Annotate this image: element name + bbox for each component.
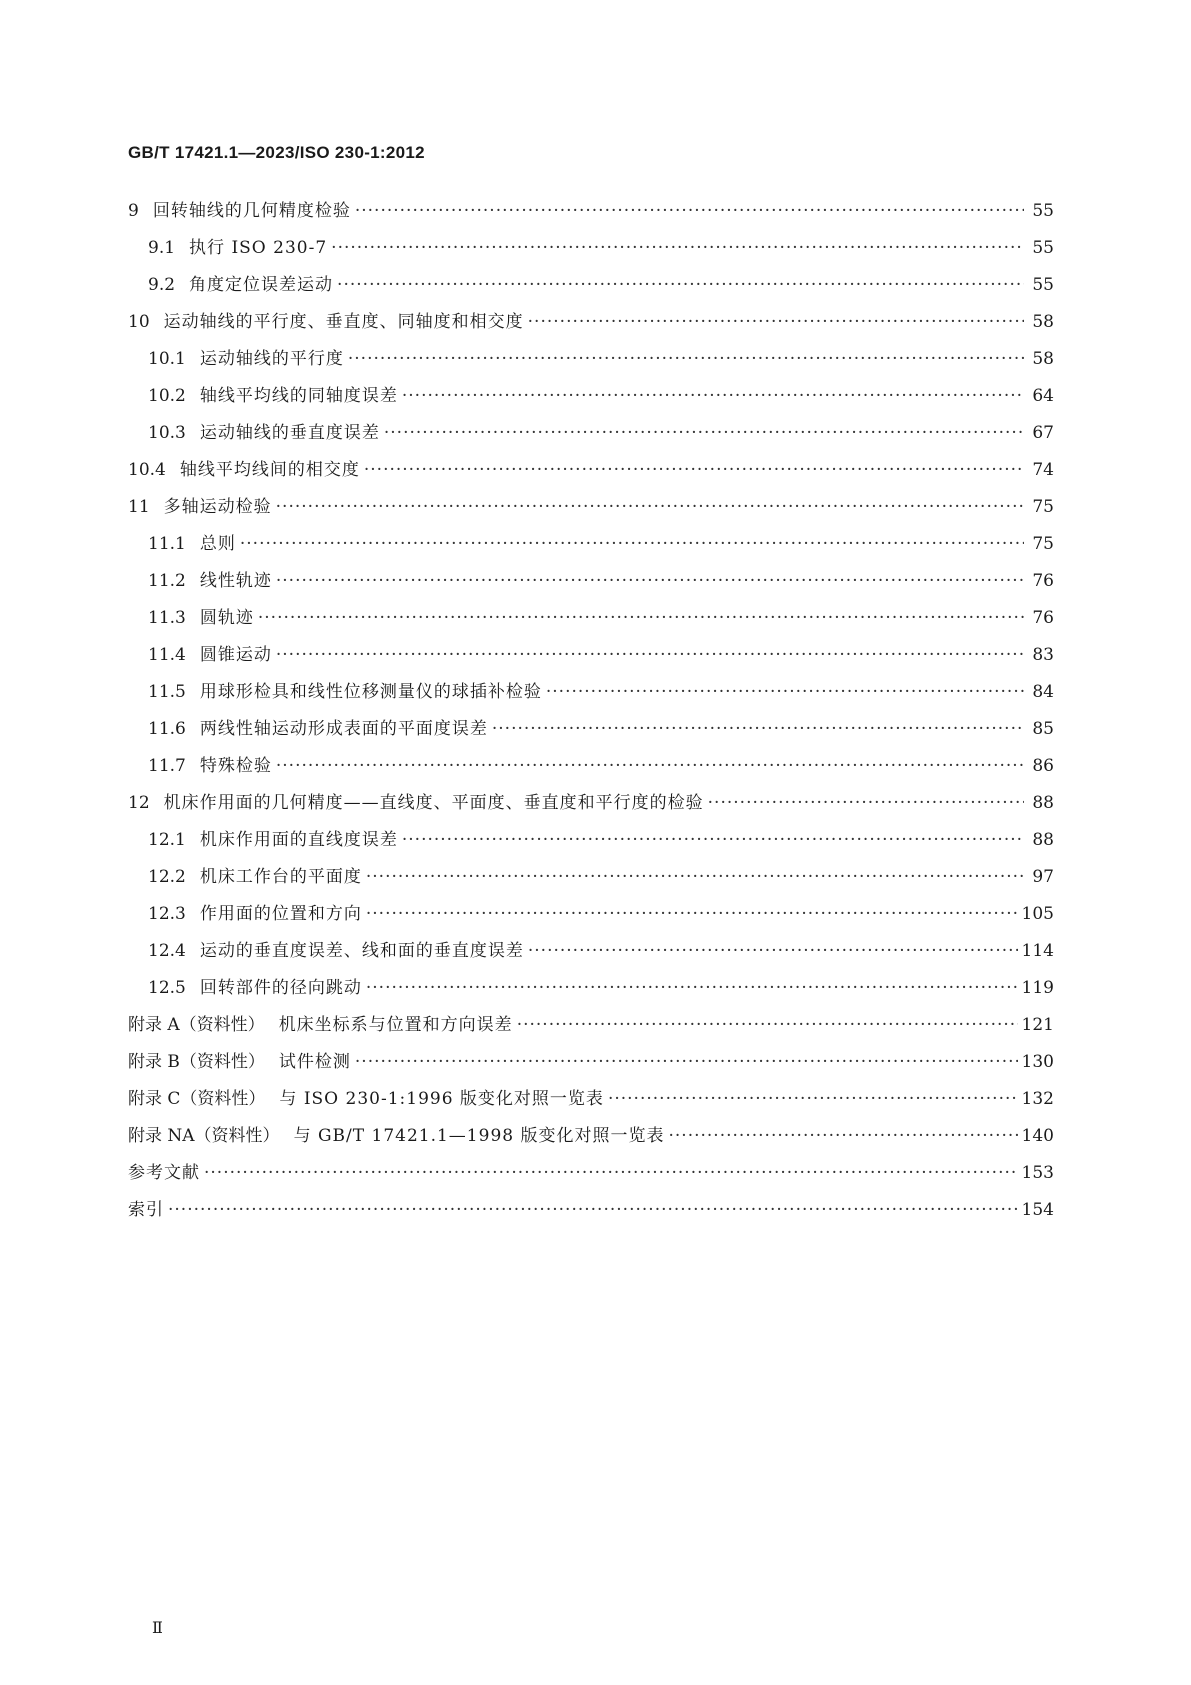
toc-entry-title: 运动轴线的平行度 bbox=[199, 349, 344, 369]
toc-entry-number: 附录 C（资料性） bbox=[128, 1089, 266, 1109]
toc-entry[interactable] bbox=[128, 1047, 1054, 1084]
toc-leader-dots bbox=[364, 460, 1024, 480]
toc-entry-title: 两线性轴运动形成表面的平面度误差 bbox=[199, 719, 488, 739]
toc-entry-page: 97 bbox=[1032, 867, 1054, 887]
toc-leader-dots bbox=[355, 201, 1024, 221]
toc-entry-title: 总则 bbox=[199, 534, 236, 554]
toc-entry-number: 11.5 bbox=[148, 682, 186, 702]
toc-entry-page: 119 bbox=[1021, 978, 1054, 998]
toc-entry-number: 9.2 bbox=[148, 275, 176, 295]
toc-entry[interactable] bbox=[128, 825, 1054, 862]
toc-leader-dots bbox=[528, 312, 1024, 332]
toc-leader-dots bbox=[276, 645, 1024, 665]
toc-leader-dots bbox=[668, 1126, 1017, 1146]
toc-entry-page: 154 bbox=[1021, 1200, 1054, 1220]
toc-entry-title: 圆锥运动 bbox=[199, 645, 272, 665]
toc-entry[interactable] bbox=[128, 492, 1054, 529]
toc-entry-number: 12.5 bbox=[148, 978, 186, 998]
toc-entry[interactable] bbox=[128, 862, 1054, 899]
toc-entry-page: 105 bbox=[1021, 904, 1054, 924]
toc-entry-title: 与 ISO 230-1:1996 版变化对照一览表 bbox=[279, 1089, 604, 1109]
toc-entry[interactable] bbox=[128, 381, 1054, 418]
toc-leader-dots bbox=[337, 275, 1024, 295]
toc-entry-number: 12.4 bbox=[148, 941, 186, 961]
toc-entry-number: 附录 B（资料性） bbox=[128, 1052, 265, 1072]
toc-entry-number: 12 bbox=[128, 793, 150, 813]
toc-entry[interactable] bbox=[128, 418, 1054, 455]
toc-leader-dots bbox=[240, 534, 1024, 554]
toc-entry-title: 回转轴线的几何精度检验 bbox=[152, 201, 351, 221]
toc-leader-dots bbox=[366, 867, 1024, 887]
toc-entry-title: 角度定位误差运动 bbox=[189, 275, 334, 295]
toc-leader-dots bbox=[168, 1200, 1018, 1220]
toc-entry-number: 10.3 bbox=[148, 423, 186, 443]
toc-entry-number: 11.2 bbox=[148, 571, 186, 591]
toc-entry-number: 附录 A（资料性） bbox=[128, 1015, 265, 1035]
toc-entry-page: 85 bbox=[1032, 719, 1054, 739]
toc-entry-title: 机床坐标系与位置和方向误差 bbox=[278, 1015, 513, 1035]
toc-entry[interactable] bbox=[128, 603, 1054, 640]
toc-leader-dots bbox=[546, 682, 1024, 702]
toc-entry-number: 9.1 bbox=[148, 238, 176, 258]
toc-entry[interactable] bbox=[128, 1084, 1054, 1121]
toc-entry[interactable] bbox=[128, 307, 1054, 344]
toc-entry-page: 84 bbox=[1032, 682, 1054, 702]
toc-leader-dots bbox=[276, 571, 1024, 591]
toc-entry-number: 11 bbox=[128, 497, 150, 517]
toc-entry-page: 64 bbox=[1032, 386, 1054, 406]
toc-entry-page: 74 bbox=[1032, 460, 1054, 480]
toc-entry-title: 执行 ISO 230-7 bbox=[189, 238, 328, 258]
toc-leader-dots bbox=[331, 238, 1024, 258]
toc-leader-dots bbox=[366, 904, 1018, 924]
toc-leader-dots bbox=[528, 941, 1018, 961]
toc-entry-page: 55 bbox=[1032, 275, 1054, 295]
table-of-contents bbox=[128, 196, 1054, 1232]
toc-entry-title: 用球形检具和线性位移测量仪的球插补检验 bbox=[199, 682, 542, 702]
toc-entry-page: 153 bbox=[1021, 1163, 1054, 1183]
toc-entry-page: 140 bbox=[1021, 1126, 1054, 1146]
toc-entry[interactable] bbox=[128, 936, 1054, 973]
toc-entry-title: 圆轨迹 bbox=[199, 608, 254, 628]
toc-entry-title: 运动的垂直度误差、线和面的垂直度误差 bbox=[199, 941, 524, 961]
toc-entry-number: 12.3 bbox=[148, 904, 186, 924]
toc-entry[interactable] bbox=[128, 529, 1054, 566]
toc-leader-dots bbox=[258, 608, 1024, 628]
toc-entry-page: 58 bbox=[1032, 349, 1054, 369]
toc-entry[interactable] bbox=[128, 1121, 1054, 1158]
toc-entry-page: 76 bbox=[1032, 608, 1054, 628]
toc-entry-title: 作用面的位置和方向 bbox=[199, 904, 362, 924]
toc-entry[interactable] bbox=[128, 1010, 1054, 1047]
toc-leader-dots bbox=[517, 1015, 1018, 1035]
toc-entry-page: 67 bbox=[1032, 423, 1054, 443]
toc-entry[interactable] bbox=[128, 788, 1054, 825]
toc-leader-dots bbox=[366, 978, 1018, 998]
toc-leader-dots bbox=[276, 756, 1024, 776]
toc-entry-page: 58 bbox=[1032, 312, 1054, 332]
toc-leader-dots bbox=[384, 423, 1024, 443]
toc-entry-title: 索引 bbox=[128, 1200, 164, 1220]
toc-entry-number: 10.2 bbox=[148, 386, 186, 406]
toc-entry-title: 与 GB/T 17421.1—1998 版变化对照一览表 bbox=[293, 1126, 665, 1146]
toc-entry-page: 130 bbox=[1021, 1052, 1054, 1072]
toc-leader-dots bbox=[402, 386, 1024, 406]
toc-entry-number: 10 bbox=[128, 312, 150, 332]
toc-entry[interactable] bbox=[128, 344, 1054, 381]
document-header: GB/T 17421.1—2023/ISO 230-1:2012 bbox=[128, 143, 425, 162]
toc-entry-number: 11.3 bbox=[148, 608, 186, 628]
toc-entry-title: 回转部件的径向跳动 bbox=[199, 978, 362, 998]
toc-entry[interactable] bbox=[128, 270, 1054, 307]
toc-entry-title: 轴线平均线的同轴度误差 bbox=[199, 386, 398, 406]
toc-entry-title: 轴线平均线间的相交度 bbox=[179, 460, 360, 480]
toc-leader-dots bbox=[402, 830, 1024, 850]
toc-entry-title: 机床工作台的平面度 bbox=[199, 867, 362, 887]
toc-entry-title: 试件检测 bbox=[278, 1052, 351, 1072]
toc-entry-page: 88 bbox=[1032, 830, 1054, 850]
toc-entry[interactable] bbox=[128, 677, 1054, 714]
toc-entry[interactable] bbox=[128, 196, 1054, 233]
toc-entry[interactable] bbox=[128, 455, 1054, 492]
toc-leader-dots bbox=[708, 793, 1024, 813]
toc-entry-page: 86 bbox=[1032, 756, 1054, 776]
toc-entry[interactable] bbox=[128, 714, 1054, 751]
toc-entry-title: 运动轴线的垂直度误差 bbox=[199, 423, 380, 443]
toc-entry-number: 11.4 bbox=[148, 645, 186, 665]
toc-entry[interactable] bbox=[128, 1195, 1054, 1232]
toc-entry-title: 运动轴线的平行度、垂直度、同轴度和相交度 bbox=[163, 312, 524, 332]
toc-entry[interactable] bbox=[128, 640, 1054, 677]
toc-entry-page: 75 bbox=[1032, 534, 1054, 554]
toc-entry-number: 9 bbox=[128, 201, 139, 221]
toc-entry-number: 12.1 bbox=[148, 830, 186, 850]
toc-entry[interactable] bbox=[128, 751, 1054, 788]
toc-entry[interactable] bbox=[128, 899, 1054, 936]
toc-entry-page: 114 bbox=[1021, 941, 1054, 961]
toc-entry-number: 10.4 bbox=[128, 460, 166, 480]
toc-entry-title: 特殊检验 bbox=[199, 756, 272, 776]
toc-entry[interactable] bbox=[128, 566, 1054, 603]
toc-entry-title: 线性轨迹 bbox=[199, 571, 272, 591]
toc-entry-title: 多轴运动检验 bbox=[163, 497, 272, 517]
toc-entry-number: 10.1 bbox=[148, 349, 186, 369]
toc-entry-page: 75 bbox=[1032, 497, 1054, 517]
toc-entry-number: 11.6 bbox=[148, 719, 186, 739]
toc-entry-number: 12.2 bbox=[148, 867, 186, 887]
toc-leader-dots bbox=[276, 497, 1024, 517]
toc-entry-number: 11.1 bbox=[148, 534, 186, 554]
toc-entry-page: 88 bbox=[1032, 793, 1054, 813]
toc-leader-dots bbox=[355, 1052, 1018, 1072]
toc-leader-dots bbox=[348, 349, 1024, 369]
toc-entry-title: 参考文献 bbox=[128, 1163, 200, 1183]
toc-leader-dots bbox=[608, 1089, 1018, 1109]
toc-entry-page: 76 bbox=[1032, 571, 1054, 591]
toc-entry[interactable] bbox=[128, 973, 1054, 1010]
page-number: Ⅱ bbox=[152, 1618, 163, 1637]
toc-entry-number: 11.7 bbox=[148, 756, 186, 776]
toc-entry-title: 机床作用面的几何精度——直线度、平面度、垂直度和平行度的检验 bbox=[163, 793, 704, 813]
toc-entry-page: 55 bbox=[1032, 238, 1054, 258]
toc-entry-page: 55 bbox=[1032, 201, 1054, 221]
toc-leader-dots bbox=[492, 719, 1024, 739]
toc-entry-page: 132 bbox=[1021, 1089, 1054, 1109]
toc-entry[interactable] bbox=[128, 233, 1054, 270]
toc-entry-page: 83 bbox=[1032, 645, 1054, 665]
toc-entry[interactable] bbox=[128, 1158, 1054, 1195]
toc-entry-title: 机床作用面的直线度误差 bbox=[199, 830, 398, 850]
toc-entry-number: 附录 NA（资料性） bbox=[128, 1126, 280, 1146]
toc-leader-dots bbox=[204, 1163, 1018, 1183]
toc-entry-page: 121 bbox=[1021, 1015, 1054, 1035]
